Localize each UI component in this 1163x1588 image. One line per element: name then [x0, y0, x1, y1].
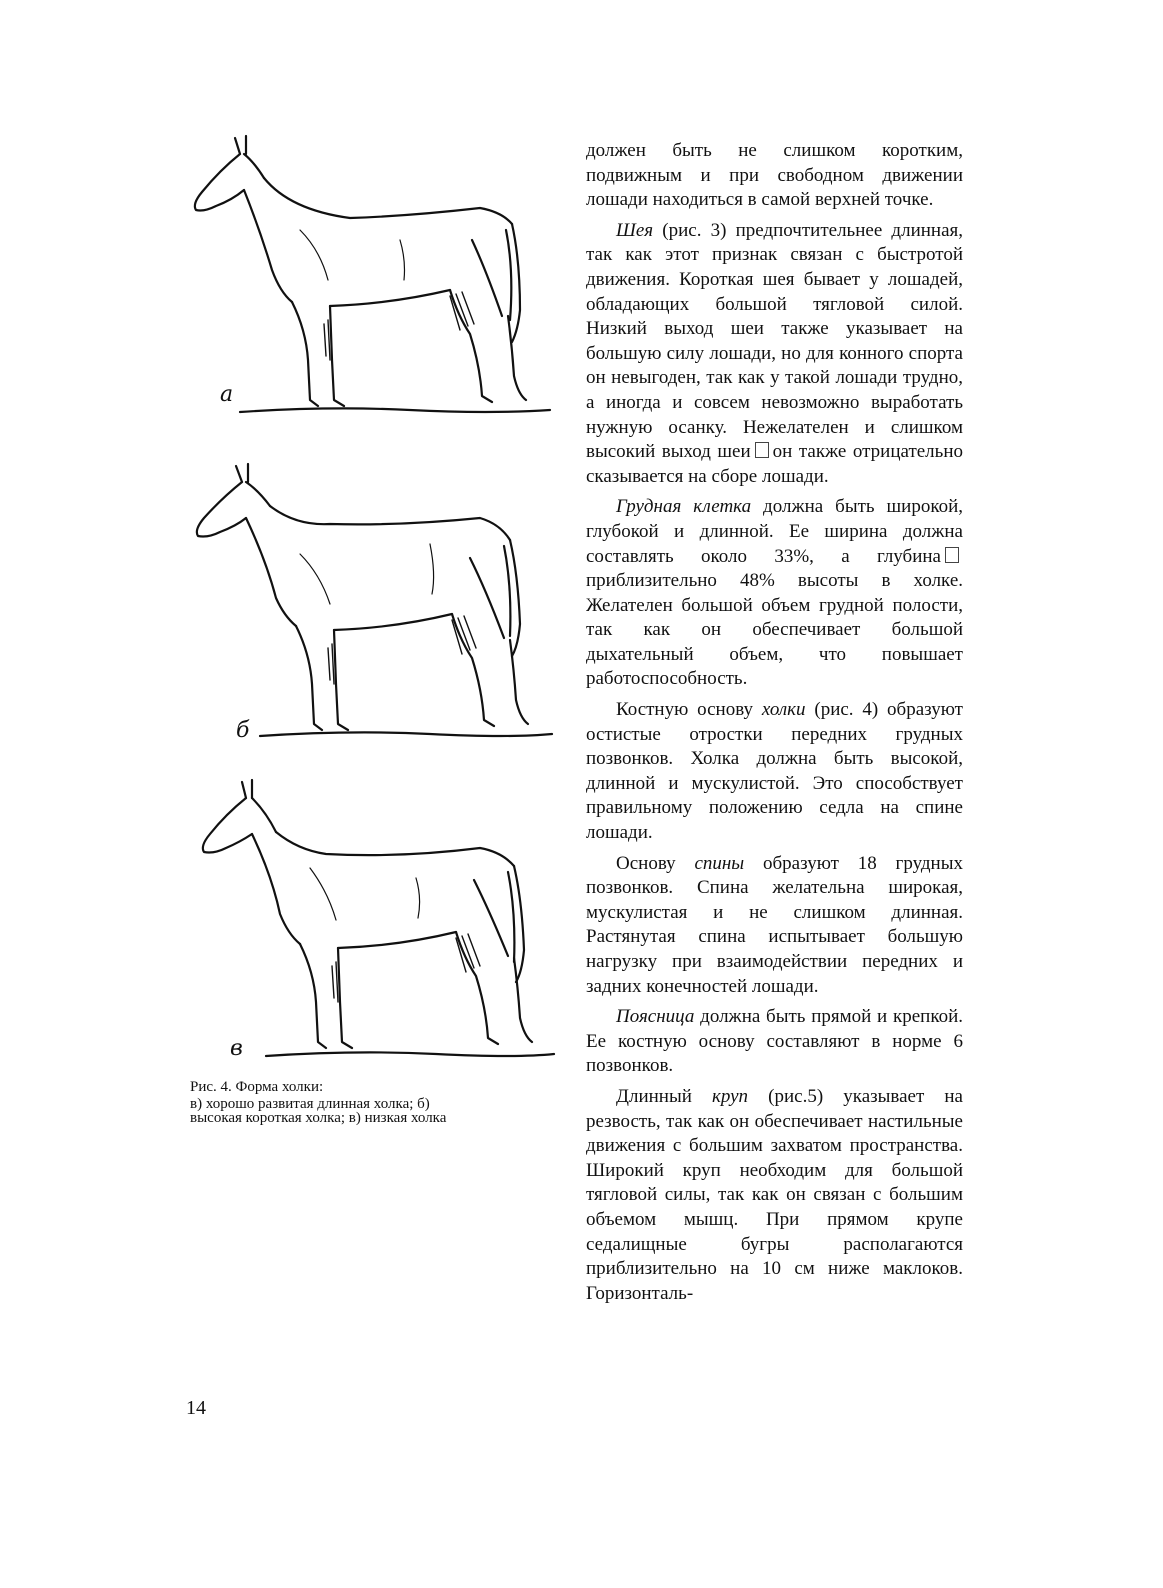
paragraph-neck-tail: он также отрицательно сказывается на сборе лошади.: [586, 441, 963, 487]
paragraph-withers-body: (рис. 4) образуют остистые отростки передних грудных позвонков. Холка должна быть высокой, длинной и мускулистой. Это способствует правильному положению седла на спине лошади.: [586, 699, 963, 844]
caption-line-2: высокая короткая холка; в) низкая холка: [190, 1110, 447, 1126]
term-neck: Шея: [616, 219, 654, 241]
missing-glyph-box: [755, 442, 769, 458]
panel-label-a: a: [220, 382, 234, 407]
paragraph-back: [586, 852, 963, 1000]
paragraph-neck-body: (рис. 3) предпочтительнее длинная, так как этот признак связан с быстротой движения. Короткая шея бывает у лошадей, обладающих большой тягловой силой. Низкий выход шеи также указывает на большую силу лошади, но для конного спорта он невыгоден, так как у такой лошади трудно, а иногда и совсем невозможно выработать нужную осанку. Нежелателен и слишком высокий выход шеи: [586, 219, 963, 463]
horse-panel-a: [180, 120, 560, 440]
panel-label-v: в: [230, 1036, 243, 1061]
paragraph-back-pre: Основу: [616, 852, 695, 874]
caption-line-1: в) хорошо развитая длинная холка; б): [190, 1096, 430, 1112]
panel-label-b: б: [236, 718, 250, 743]
paragraph-croup: [586, 1085, 963, 1306]
paragraph-back-body: образуют 18 грудных позвонков. Спина желательна широкая, мускулистая и не слишком длинная. Растянутая спина испытывает большую нагрузку при взаимодействии передних и задних конечностей лошади.: [586, 852, 963, 997]
term-chest: Грудная клетка: [616, 496, 752, 518]
horse-panel-b: [180, 454, 560, 774]
paragraph-withers-pre: Костную основу: [616, 699, 762, 721]
paragraph-loin-body: должна быть прямой и крепкой. Ее костную основу составляют в норме 6 позвонков.: [586, 1006, 963, 1077]
paragraph-chest: [586, 495, 963, 692]
paragraph-withers: [586, 698, 963, 846]
page-number: 14: [186, 1397, 206, 1419]
term-back: спины: [694, 852, 745, 874]
paragraph-croup-pre: Длинный: [616, 1085, 712, 1107]
missing-glyph-box: [945, 547, 959, 563]
paragraph-neck: [586, 219, 963, 490]
term-croup: круп: [711, 1085, 749, 1107]
horse-panel-v: [180, 768, 560, 1088]
paragraph-1-text: должен быть не слишком коротким, подвижным и при свободном движении лошади находиться в самой верхней точке.: [586, 140, 963, 211]
figure-caption: [190, 1080, 550, 1125]
paragraph-chest-tail: приблизительно 48% высоты в холке. Желателен большой объем грудной полости, так как он обеспечивает большой дыхательный объем, что повышает работоспособность.: [586, 570, 963, 690]
horse-drawing-a: [180, 120, 560, 440]
paragraph-1: [586, 139, 963, 213]
term-withers: холки: [761, 699, 806, 721]
body-text: [586, 139, 963, 1312]
term-loin: Поясница: [616, 1006, 695, 1028]
paragraph-croup-body: (рис.5) указывает на резвость, так как он обеспечивает настильные движения с большим захватом пространства. Широкий круп необходим для большой тягловой силы, так как он связан с большим объемом мышц. При прямом крупе седалищные бугры располагаются приблизительно на 10 см ниже маклоков. Горизонталь-: [586, 1085, 963, 1304]
paragraph-chest-body: должна быть широкой, глубокой и длинной. Ее ширина должна составлять около 33%, а глубина: [586, 496, 963, 567]
caption-title: Рис. 4. Форма холки:: [190, 1079, 324, 1095]
paragraph-loin: [586, 1005, 963, 1079]
